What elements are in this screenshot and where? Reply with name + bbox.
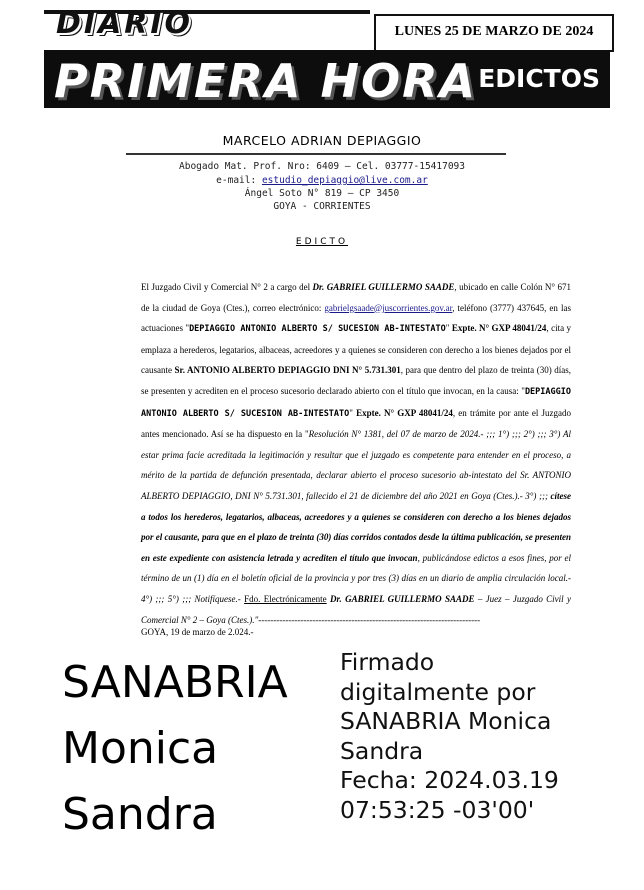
signature-info-line: Sandra [340,736,424,765]
edicto-body [141,277,571,630]
signer-name-line: Sandra [62,789,218,840]
signature-date: Fecha: 2024.03.19 [340,766,559,794]
case-number: Expte. N° GXP 48041/24 [451,323,547,334]
signer-name-line: SANABRIA [62,657,288,708]
letterhead-email-line [0,175,644,186]
signature-info-line: SANABRIA Monica [340,707,552,735]
dash-filler: -------------------------------------------------------------------------- [258,614,481,625]
signer-name-line: Monica [62,723,219,774]
email-label: e-mail: [216,175,262,186]
letterhead-city: GOYA - CORRIENTES [273,201,371,212]
newspaper-masthead [0,0,644,125]
letterhead-name: MARCELO ADRIAN DEPIAGGIO [222,133,422,148]
signature-time: 07:53:25 -03'00' [340,795,535,824]
court-email-link[interactable]: gabrielgsaade@juscorrientes.gov.ar [324,302,453,313]
body-seg: , cita y emplaza a herederos, legatarios, albaceas, acreedores y a quienes se consideren con derecho a los bienes dejados por el causante [141,323,571,376]
signature-info-line: Firmado [340,648,435,676]
case-number: Expte. N° GXP 48041/24 [356,407,453,418]
place-and-date: GOYA, 19 de marzo de 2.024.- [141,627,254,637]
section-label: EDICTOS [478,64,600,93]
publication-text: , publicándose edictos a esos fines, por el término de un (1) día en el boletín oficial de la provincia y por tres (3) días en un diario de amplia circulación local.- 4°) ;;; 5°) ;;; Notifíquese.- [141,552,572,604]
issue-date: LUNES 25 DE MARZO DE 2024 [394,24,594,39]
deceased-name: Sr. ANTONIO ALBERTO DEPIAGGIO DNI N° 5.731.301 [174,365,401,376]
body-seg: , teléfono (3777) 437645, en las actuaciones " [141,302,571,334]
letterhead-divider [126,153,506,155]
masthead-logo-band [44,50,610,108]
body-seg: " [349,407,357,418]
digital-signature-info [340,648,559,825]
letterhead-address: Ángel Soto N° 819 – CP 3450 [244,188,400,199]
letterhead-credentials: Abogado Mat. Prof. Nro: 6409 – Cel. 03777-15417093 [179,161,465,172]
signer-name-block [62,650,288,848]
electronic-signature-note: Fdo. Electrónicamente [244,593,327,604]
signing-judge: Dr. GABRIEL GUILLERMO SAADE [326,593,475,604]
email-link[interactable]: estudio_depiaggio@live.com.ar [261,175,428,186]
body-seg: , ubicado en calle Colón N° 671 de la ciudad de Goya (Ctes.), correo electrónico: [141,282,571,313]
body-seg: " [445,323,452,334]
date-box [374,14,614,52]
resolution-text: Resolución N° 1381, del 07 de marzo de 2024.- ;;; 1°) ;;; 2°) ;;; 3°) Al estar prima facie acreditada la legitimación y resultar que el juzgado es competente para entender en el proceso, a mérito de la partida de defunción presentada, declarar abierto el proceso sucesorio ab-intestato del Sr. ANTONIO ALBERTO DEPIAGGIO, DNI N° 5.731.301, fallecido el 21 de diciembre del año 2021 en Goya (Ctes.).- 3°) ;;; [141,429,571,501]
case-title: DEPIAGGIO ANTONIO ALBERTO S/ SUCESION AB-INTESTATO [189,324,446,335]
body-seg: El Juzgado Civil y Comercial N° 2 a cargo del [141,282,313,292]
body-seg: , en trámite por ante el Juzgado antes mencionado. Así se ha dispuesto en la " [141,407,571,440]
citation-text: cítese a todos los herederos, legatarios, albaceas, acreedores y a quienes se consideren con derecho a los bienes dejados por el causante, para que en el plazo de treinta (30) días corridos contados desde la última publicación, se presenten en este expediente con asistencia letrada y acrediten el título que invocan [141,490,571,563]
body-seg: , para que dentro del plazo de treinta (30) días, se presenten y acrediten en el proceso sucesorio declarado abierto con el título que invocan, en la causa: " [141,365,572,396]
signature-info-line: digitalmente por [340,677,536,706]
masthead-brand-main: PRIMERA HORA [54,54,478,108]
court-designation: – Juez – Juzgado Civil y Comercial N° 2 – Goya (Ctes.)." [141,593,571,625]
judge-name: Dr. GABRIEL GUILLERMO SAADE [312,282,455,292]
edicto-title: EDICTO [295,237,349,247]
case-title: DEPIAGGIO ANTONIO ALBERTO S/ SUCESION AB-INTESTATO [141,386,571,419]
masthead-brand-top: DIARIO [56,6,194,41]
